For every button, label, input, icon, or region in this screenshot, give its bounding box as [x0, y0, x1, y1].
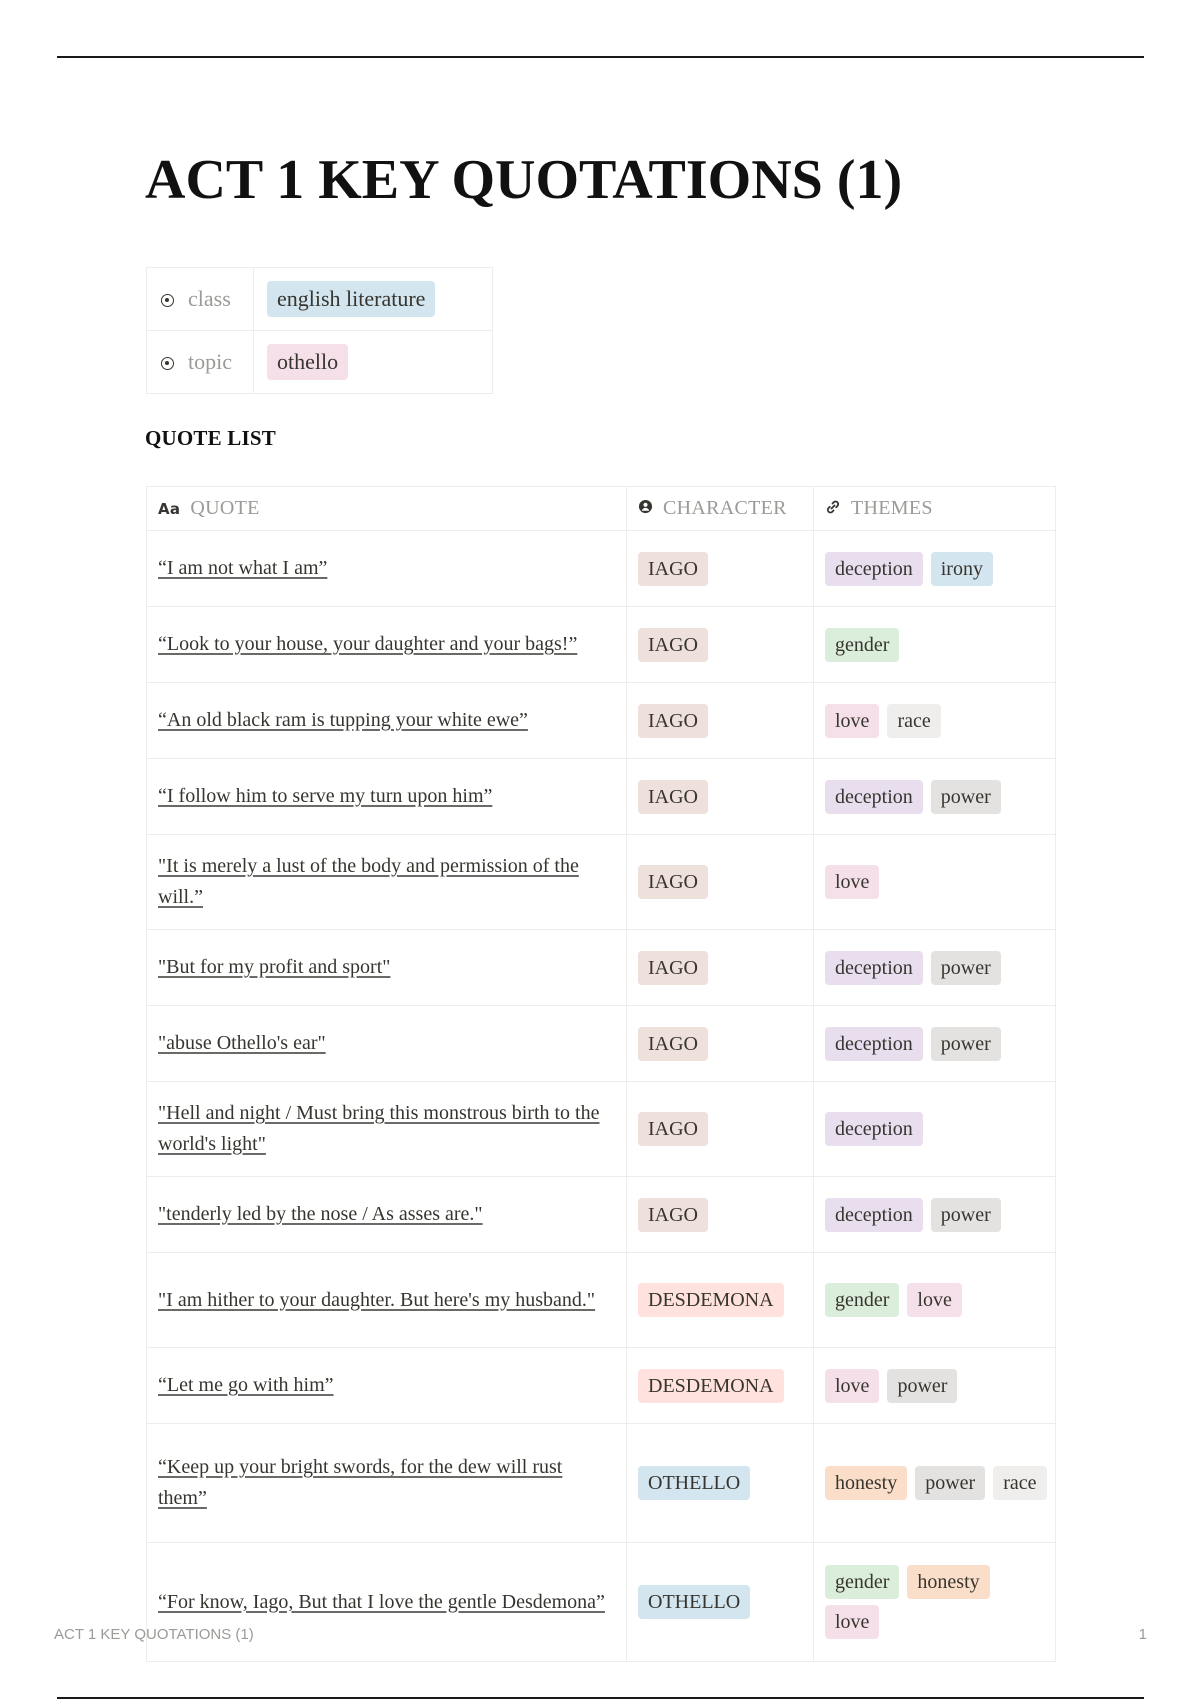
character-tag[interactable]: OTHELLO — [638, 1466, 750, 1500]
character-tag[interactable]: IAGO — [638, 628, 708, 662]
character-cell — [627, 835, 814, 930]
character-cell — [627, 1253, 814, 1348]
character-tag[interactable]: IAGO — [638, 552, 708, 586]
quote-cell — [147, 930, 627, 1006]
character-cell — [627, 1177, 814, 1253]
table-row — [147, 607, 1056, 683]
theme-tag[interactable]: love — [825, 865, 879, 899]
top-rule — [57, 56, 1144, 58]
column-header-themes[interactable] — [814, 487, 1056, 531]
theme-tag[interactable]: love — [825, 1369, 879, 1403]
quote-cell — [147, 835, 627, 930]
theme-tag[interactable]: power — [931, 1198, 1001, 1232]
character-cell — [627, 1006, 814, 1082]
character-tag[interactable]: IAGO — [638, 951, 708, 985]
character-tag[interactable]: IAGO — [638, 704, 708, 738]
character-tag[interactable]: IAGO — [638, 1027, 708, 1061]
quote-link[interactable]: "Hell and night / Must bring this monstrous birth to the world's light" — [158, 1102, 600, 1155]
quote-table — [146, 486, 1056, 1662]
section-heading: QUOTE LIST — [145, 426, 276, 450]
quote-cell — [147, 1543, 627, 1662]
footer-title: ACT 1 KEY QUOTATIONS (1) — [54, 1626, 254, 1643]
table-row — [147, 835, 1056, 930]
quote-cell — [147, 531, 627, 607]
character-cell — [627, 683, 814, 759]
quote-link[interactable]: "I am hither to your daughter. But here's my husband." — [158, 1288, 596, 1311]
character-cell — [627, 607, 814, 683]
select-icon — [161, 357, 174, 370]
themes-cell — [814, 531, 1056, 607]
theme-tag[interactable]: love — [825, 704, 879, 738]
themes-cell — [814, 607, 1056, 683]
table-row — [147, 1082, 1056, 1177]
theme-tag[interactable]: irony — [931, 552, 993, 586]
quote-link[interactable]: “Keep up your bright swords, for the dew will rust them” — [158, 1456, 563, 1509]
themes-cell — [814, 759, 1056, 835]
quote-cell — [147, 1253, 627, 1348]
quote-link[interactable]: "But for my profit and sport" — [158, 956, 391, 978]
column-header-label: THEMES — [851, 497, 933, 519]
themes-cell — [814, 1082, 1056, 1177]
quote-cell — [147, 1006, 627, 1082]
themes-cell — [814, 1424, 1056, 1543]
table-row — [147, 1253, 1056, 1348]
quote-cell — [147, 1082, 627, 1177]
quote-cell — [147, 1424, 627, 1543]
property-row-topic — [147, 331, 493, 394]
property-tag-class[interactable]: english literature — [267, 281, 435, 317]
table-row — [147, 531, 1056, 607]
property-row-class — [147, 268, 493, 331]
quote-link[interactable]: “An old black ram is tupping your white ewe” — [158, 709, 528, 731]
footer-page-number: 1 — [1138, 1626, 1147, 1643]
theme-tag[interactable]: power — [887, 1369, 957, 1403]
table-row — [147, 930, 1056, 1006]
table-row — [147, 1006, 1056, 1082]
theme-tag[interactable]: gender — [825, 1565, 899, 1599]
theme-tag[interactable]: deception — [825, 951, 923, 985]
theme-tag[interactable]: deception — [825, 1027, 923, 1061]
themes-cell — [814, 1006, 1056, 1082]
theme-tag[interactable]: love — [907, 1283, 961, 1317]
character-cell — [627, 531, 814, 607]
person-chat-icon — [638, 499, 653, 518]
properties-table — [146, 267, 493, 394]
quote-link[interactable]: “I am not what I am” — [158, 557, 328, 579]
character-cell — [627, 930, 814, 1006]
theme-tag[interactable]: honesty — [907, 1565, 989, 1599]
theme-tag[interactable]: power — [931, 1027, 1001, 1061]
themes-cell — [814, 930, 1056, 1006]
property-tag-topic[interactable]: othello — [267, 344, 348, 380]
bottom-rule — [57, 1697, 1144, 1699]
themes-cell — [814, 1253, 1056, 1348]
table-row — [147, 1348, 1056, 1424]
column-header-label: QUOTE — [190, 497, 260, 519]
themes-cell — [814, 835, 1056, 930]
quote-link[interactable]: "abuse Othello's ear" — [158, 1032, 326, 1054]
column-header-character[interactable] — [627, 487, 814, 531]
column-header-quote[interactable] — [147, 487, 627, 531]
theme-tag[interactable]: deception — [825, 780, 923, 814]
character-cell — [627, 1424, 814, 1543]
table-row — [147, 1177, 1056, 1253]
themes-cell — [814, 683, 1056, 759]
text-type-icon: Aa — [158, 499, 181, 518]
theme-tag[interactable]: power — [915, 1466, 985, 1500]
quote-cell — [147, 683, 627, 759]
property-name: class — [188, 286, 231, 311]
theme-tag[interactable]: deception — [825, 552, 923, 586]
theme-tag[interactable]: deception — [825, 1198, 923, 1232]
character-tag[interactable]: DESDEMONA — [638, 1283, 784, 1317]
select-icon — [161, 294, 174, 307]
themes-cell — [814, 1348, 1056, 1424]
table-row — [147, 1543, 1056, 1662]
themes-cell — [814, 1177, 1056, 1253]
table-row — [147, 759, 1056, 835]
quote-link[interactable]: “For know, Iago, But that I love the gentle Desdemona” — [158, 1590, 605, 1613]
quote-link[interactable]: “Look to your house, your daughter and your bags!” — [158, 633, 578, 655]
character-tag[interactable]: IAGO — [638, 1198, 708, 1232]
page-title: ACT 1 KEY QUOTATIONS (1) — [145, 149, 903, 211]
character-cell — [627, 1543, 814, 1662]
quote-cell — [147, 607, 627, 683]
table-row — [147, 683, 1056, 759]
table-header-row — [147, 487, 1056, 531]
theme-tag[interactable]: gender — [825, 628, 899, 662]
character-tag[interactable]: IAGO — [638, 1112, 708, 1146]
theme-tag[interactable]: race — [887, 704, 940, 738]
character-tag[interactable]: IAGO — [638, 780, 708, 814]
character-cell — [627, 1348, 814, 1424]
quote-link[interactable]: "tenderly led by the nose / As asses are." — [158, 1203, 483, 1225]
theme-tag[interactable]: race — [993, 1466, 1046, 1500]
theme-tag[interactable]: love — [825, 1605, 879, 1639]
quote-cell — [147, 1348, 627, 1424]
character-cell — [627, 1082, 814, 1177]
character-tag[interactable]: OTHELLO — [638, 1585, 750, 1619]
theme-tag[interactable]: power — [931, 951, 1001, 985]
property-name: topic — [188, 349, 232, 374]
column-header-label: CHARACTER — [663, 497, 787, 519]
quote-link[interactable]: “Let me go with him” — [158, 1374, 334, 1396]
quote-link[interactable]: "It is merely a lust of the body and permission of the will.” — [158, 855, 579, 908]
quote-cell — [147, 759, 627, 835]
character-cell — [627, 759, 814, 835]
theme-tag[interactable]: power — [931, 780, 1001, 814]
character-tag[interactable]: IAGO — [638, 865, 708, 899]
theme-tag[interactable]: gender — [825, 1283, 899, 1317]
theme-tag[interactable]: honesty — [825, 1466, 907, 1500]
character-tag[interactable]: DESDEMONA — [638, 1369, 784, 1403]
link-icon — [825, 499, 841, 519]
quote-link[interactable]: “I follow him to serve my turn upon him” — [158, 785, 493, 807]
quote-cell — [147, 1177, 627, 1253]
themes-cell — [814, 1543, 1056, 1662]
table-row — [147, 1424, 1056, 1543]
theme-tag[interactable]: deception — [825, 1112, 923, 1146]
